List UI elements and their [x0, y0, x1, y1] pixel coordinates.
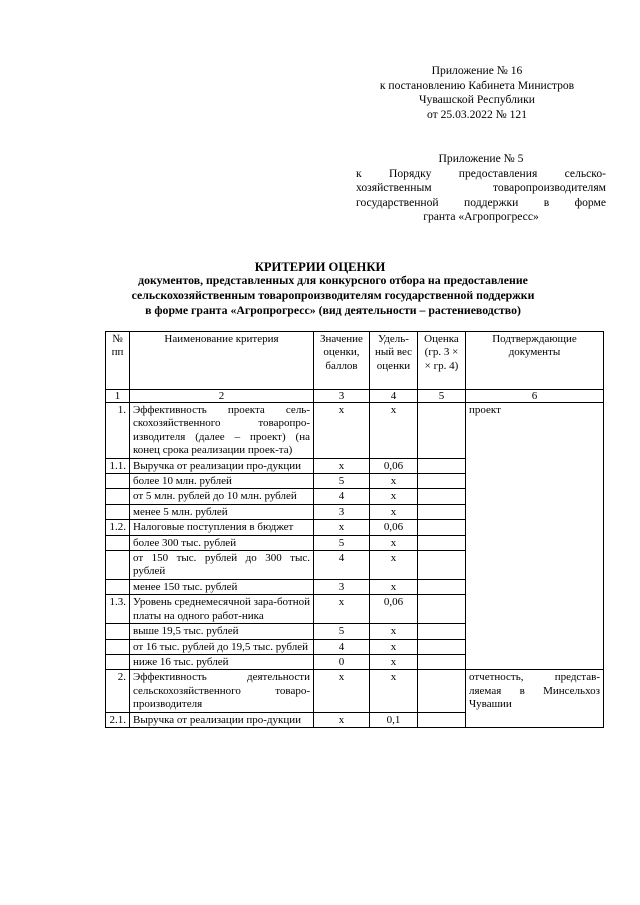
appendix-5-line: гранта «Агропрогресс»	[423, 210, 539, 224]
col-number: 4	[370, 390, 418, 403]
criterion-name: более 300 тыс. рублей	[130, 535, 314, 550]
criterion-weight: x	[370, 403, 418, 459]
appendix-5-line: хозяйственным товаропроизводителям	[356, 181, 606, 195]
row-number: 1.3.	[106, 595, 130, 624]
criterion-score	[418, 670, 466, 712]
criterion-name: менее 150 тыс. рублей	[130, 579, 314, 594]
document-subtitle	[60, 273, 606, 318]
criterion-score	[418, 489, 466, 504]
criterion-name: более 10 млн. рублей	[130, 474, 314, 489]
criterion-value: 5	[314, 535, 370, 550]
row-number	[106, 579, 130, 594]
criterion-score	[418, 520, 466, 535]
criterion-value: x	[314, 670, 370, 712]
col-number: 2	[130, 390, 314, 403]
criterion-name: Уровень среднемесячной зара-ботной платы на одного работ-ника	[130, 595, 314, 624]
row-number	[106, 504, 130, 519]
supporting-documents: проект	[466, 403, 604, 670]
row-number	[106, 535, 130, 550]
criterion-value: 5	[314, 474, 370, 489]
row-number	[106, 489, 130, 504]
criterion-weight: 0,06	[370, 458, 418, 473]
column-number-row	[106, 390, 604, 403]
col-number: 5	[418, 390, 466, 403]
header-num: № пп	[106, 332, 130, 390]
criterion-name: от 16 тыс. рублей до 19,5 тыс. рублей	[130, 639, 314, 654]
header-row	[106, 332, 604, 390]
criterion-score	[418, 595, 466, 624]
criterion-weight: x	[370, 654, 418, 669]
criterion-name: Налоговые поступления в бюджет	[130, 520, 314, 535]
appendix-16-title: Приложение № 16	[431, 64, 523, 77]
criterion-name: ниже 16 тыс. рублей	[130, 654, 314, 669]
criterion-weight: x	[370, 489, 418, 504]
criterion-weight: x	[370, 474, 418, 489]
header-weight: Удель-ный вес оценки	[370, 332, 418, 390]
criterion-value: 3	[314, 504, 370, 519]
criterion-name: Эффективность проекта сель-скохозяйственного товаропро-изводителя (далее – проект) (на конец срока реализации проек-та)	[130, 403, 314, 459]
criterion-score	[418, 654, 466, 669]
appendix-16-block	[340, 64, 614, 122]
appendix-5-block	[356, 152, 606, 225]
criterion-weight: x	[370, 579, 418, 594]
criterion-weight: x	[370, 535, 418, 550]
appendix-5-title: Приложение № 5	[438, 152, 524, 165]
header-score: Оценка (гр. 3 × × гр. 4)	[418, 332, 466, 390]
criterion-value: 0	[314, 654, 370, 669]
criterion-value: x	[314, 712, 370, 727]
supporting-documents: отчетность, представ-ляемая в Минсельхоз Чувашии	[466, 670, 604, 728]
criterion-score	[418, 504, 466, 519]
subtitle-line: сельскохозяйственным товаропроизводителям государственной поддержки	[131, 288, 535, 302]
row-number: 1.2.	[106, 520, 130, 535]
criterion-name: Выручка от реализации про-дукции	[130, 712, 314, 727]
row-number	[106, 474, 130, 489]
criterion-name: выше 19,5 тыс. рублей	[130, 624, 314, 639]
criterion-score	[418, 474, 466, 489]
subtitle-line: в форме гранта «Агропрогресс» (вид деятельности – растениеводство)	[145, 303, 521, 317]
criterion-weight: x	[370, 670, 418, 712]
header-value: Значение оценки, баллов	[314, 332, 370, 390]
criterion-score	[418, 403, 466, 459]
criterion-score	[418, 712, 466, 727]
criterion-weight: x	[370, 624, 418, 639]
criterion-name: менее 5 млн. рублей	[130, 504, 314, 519]
row-number: 1.	[106, 403, 130, 459]
criterion-value: 4	[314, 639, 370, 654]
criterion-weight: x	[370, 639, 418, 654]
criterion-score	[418, 624, 466, 639]
criterion-weight: x	[370, 504, 418, 519]
table-row	[106, 403, 604, 459]
col-number: 6	[466, 390, 604, 403]
subtitle-line: документов, представленных для конкурсного отбора на предоставление	[138, 273, 528, 287]
criterion-weight: 0,06	[370, 595, 418, 624]
col-number: 1	[106, 390, 130, 403]
row-number: 2.	[106, 670, 130, 712]
criterion-value: 4	[314, 551, 370, 580]
criterion-weight: x	[370, 551, 418, 580]
header-docs: Подтверждающие документы	[466, 332, 604, 390]
header-name: Наименование критерия	[130, 332, 314, 390]
criterion-score	[418, 535, 466, 550]
criterion-score	[418, 639, 466, 654]
criterion-name: Эффективность деятельности сельскохозяйственного товаро-производителя	[130, 670, 314, 712]
criterion-name: Выручка от реализации про-дукции	[130, 458, 314, 473]
criterion-value: 4	[314, 489, 370, 504]
appendix-5-line: государственной поддержки в форме	[356, 195, 606, 209]
appendix-16-line: Чувашской Республики	[419, 93, 535, 107]
document-title: КРИТЕРИИ ОЦЕНКИ	[254, 260, 386, 274]
criterion-weight: 0,1	[370, 712, 418, 727]
col-number: 3	[314, 390, 370, 403]
criterion-value: x	[314, 458, 370, 473]
row-number: 1.1.	[106, 458, 130, 473]
appendix-16-line: к постановлению Кабинета Министров	[379, 78, 575, 92]
criterion-value: x	[314, 520, 370, 535]
criterion-name: от 5 млн. рублей до 10 млн. рублей	[130, 489, 314, 504]
criterion-value: 3	[314, 579, 370, 594]
table-row	[106, 670, 604, 712]
row-number	[106, 639, 130, 654]
row-number	[106, 624, 130, 639]
row-number	[106, 551, 130, 580]
criterion-value: x	[314, 595, 370, 624]
criterion-weight: 0,06	[370, 520, 418, 535]
appendix-5-line: к Порядку предоставления сельско-	[356, 166, 606, 180]
criterion-score	[418, 551, 466, 580]
criterion-name: от 150 тыс. рублей до 300 тыс. рублей	[130, 551, 314, 580]
criterion-score	[418, 458, 466, 473]
criterion-score	[418, 579, 466, 594]
criterion-value: 5	[314, 624, 370, 639]
row-number	[106, 654, 130, 669]
criteria-table	[105, 331, 604, 728]
criterion-value: x	[314, 403, 370, 459]
row-number: 2.1.	[106, 712, 130, 727]
appendix-16-line: от 25.03.2022 № 121	[426, 107, 528, 121]
